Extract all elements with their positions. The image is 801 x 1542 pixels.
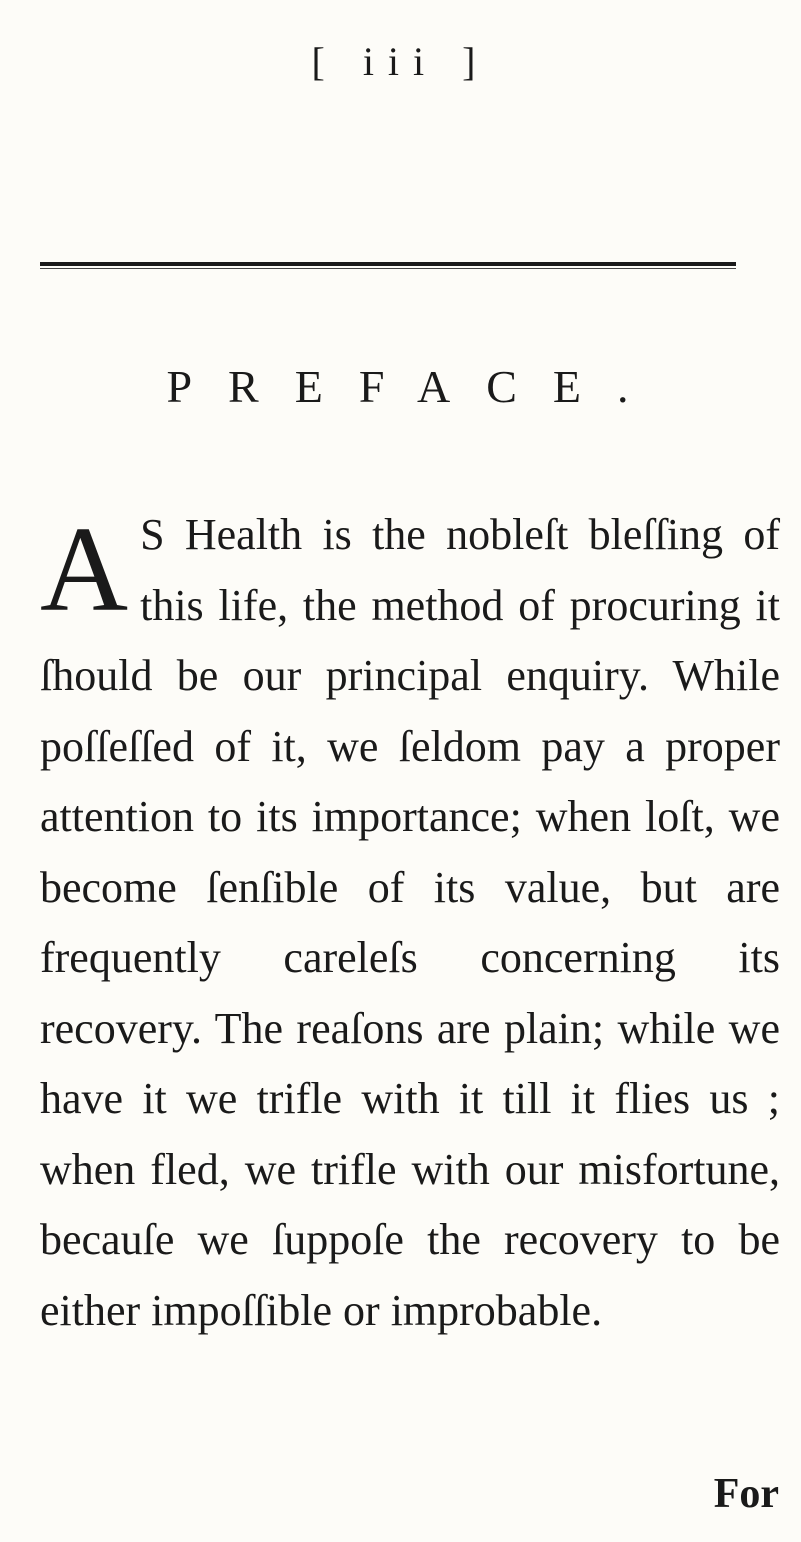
paragraph-text: S Health is the nobleſt bleſſing of this life, the method of procuring it ſhould be our principal enquiry. While poſſeſſed of it, we ſeldom pay a proper attention to its importance; when loſt, we become ſenſible of its value, but are frequently careleſs concerning its recovery. The reaſons are plain; while we have it we trifle with it till it flies us ; when fled, we trifle with our misfortune, becauſe we ſuppoſe the recovery to be either impoſſible or improbable. (40, 510, 780, 1335)
header-rule (40, 262, 736, 266)
preface-body (40, 500, 780, 1346)
page-title: PREFACE. (166, 361, 665, 412)
drop-cap: A (40, 502, 129, 637)
page-number: [ iii ] (311, 39, 490, 84)
catchword: For (713, 1471, 779, 1517)
header-rule-thin (40, 268, 736, 269)
preface-paragraph (40, 500, 780, 1346)
